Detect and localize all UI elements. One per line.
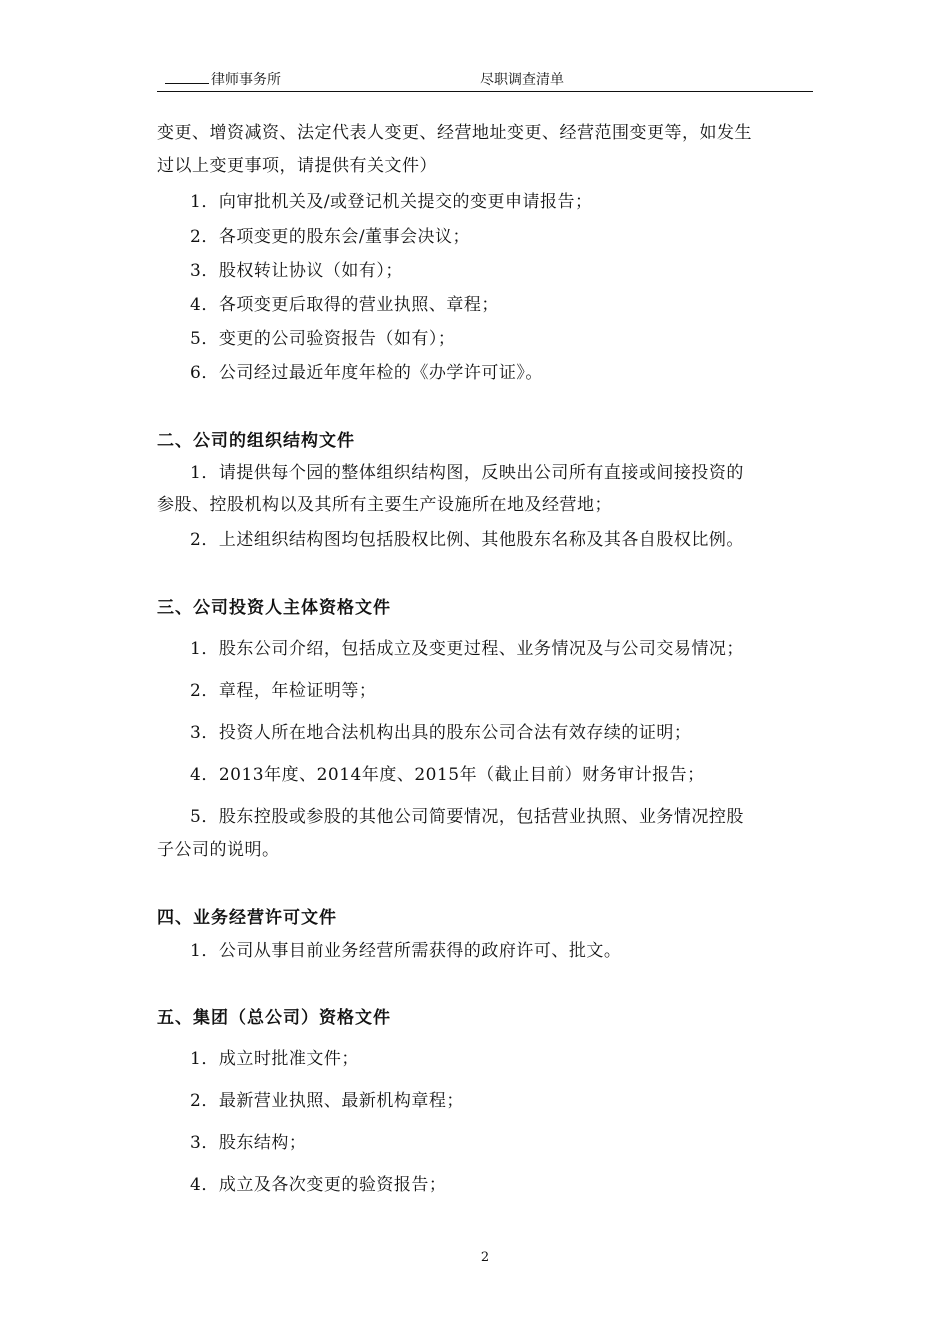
section-heading-4: 四、业务经营许可文件: [157, 908, 337, 928]
section-heading-2: 二、公司的组织结构文件: [157, 431, 355, 451]
page-number: 2: [480, 1250, 490, 1265]
changes-item: 2．各项变更的股东会/董事会决议；: [190, 227, 471, 247]
section4-item-1: 1．公司从事目前业务经营所需获得的政府许可、批文。: [190, 941, 622, 961]
section2-item-1-line-1: 1．请提供每个园的整体组织结构图，反映出公司所有直接或间接投资的: [190, 463, 744, 483]
section3-item-3: 3．投资人所在地合法机构出具的股东公司合法有效存续的证明；: [190, 723, 692, 743]
section5-item-2: 2．最新营业执照、最新机构章程；: [190, 1091, 464, 1111]
changes-item: 4．各项变更后取得的营业执照、章程；: [190, 295, 499, 315]
header-firm: [165, 69, 281, 89]
changes-item: 5．变更的公司验资报告（如有）；: [190, 329, 456, 349]
section5-item-4: 4．成立及各次变更的验资报告；: [190, 1175, 447, 1195]
section3-item-2: 2．章程，年检证明等；: [190, 681, 377, 701]
continuation-line-1: 变更、增资减资、法定代表人变更、经营地址变更、经营范围变更等，如发生: [157, 123, 752, 143]
changes-item: 6．公司经过最近年度年检的《办学许可证》。: [190, 363, 543, 383]
section3-item-5-line-2: 子公司的说明。: [157, 840, 280, 860]
section-heading-5: 五、集团（总公司）资格文件: [157, 1008, 391, 1028]
changes-item: 3．股权转让协议（如有）；: [190, 261, 403, 281]
header-divider: [157, 91, 813, 92]
section5-item-3: 3．股东结构；: [190, 1133, 307, 1153]
section2-item-2: 2．上述组织结构图均包括股权比例、其他股东名称及其各自股权比例。: [190, 530, 744, 550]
section-heading-3: 三、公司投资人主体资格文件: [157, 598, 391, 618]
section5-item-1: 1．成立时批准文件；: [190, 1049, 359, 1069]
header-title: 尽职调查清单: [480, 72, 564, 88]
section3-item-1: 1．股东公司介绍，包括成立及变更过程、业务情况及与公司交易情况；: [190, 639, 744, 659]
changes-item: 1．向审批机关及/或登记机关提交的变更申请报告；: [190, 192, 593, 212]
firm-name-blank: [165, 71, 209, 84]
continuation-line-2: 过以上变更事项，请提供有关文件）: [157, 156, 437, 176]
section3-item-5-line-1: 5．股东控股或参股的其他公司简要情况，包括营业执照、业务情况控股: [190, 807, 744, 827]
section2-item-1-line-2: 参股、控股机构以及其所有主要生产设施所在地及经营地；: [157, 495, 612, 515]
header-firm-label: 律师事务所: [211, 72, 281, 88]
section3-item-4: 4．2013年度、2014年度、2015年（截止目前）财务审计报告；: [190, 765, 705, 785]
